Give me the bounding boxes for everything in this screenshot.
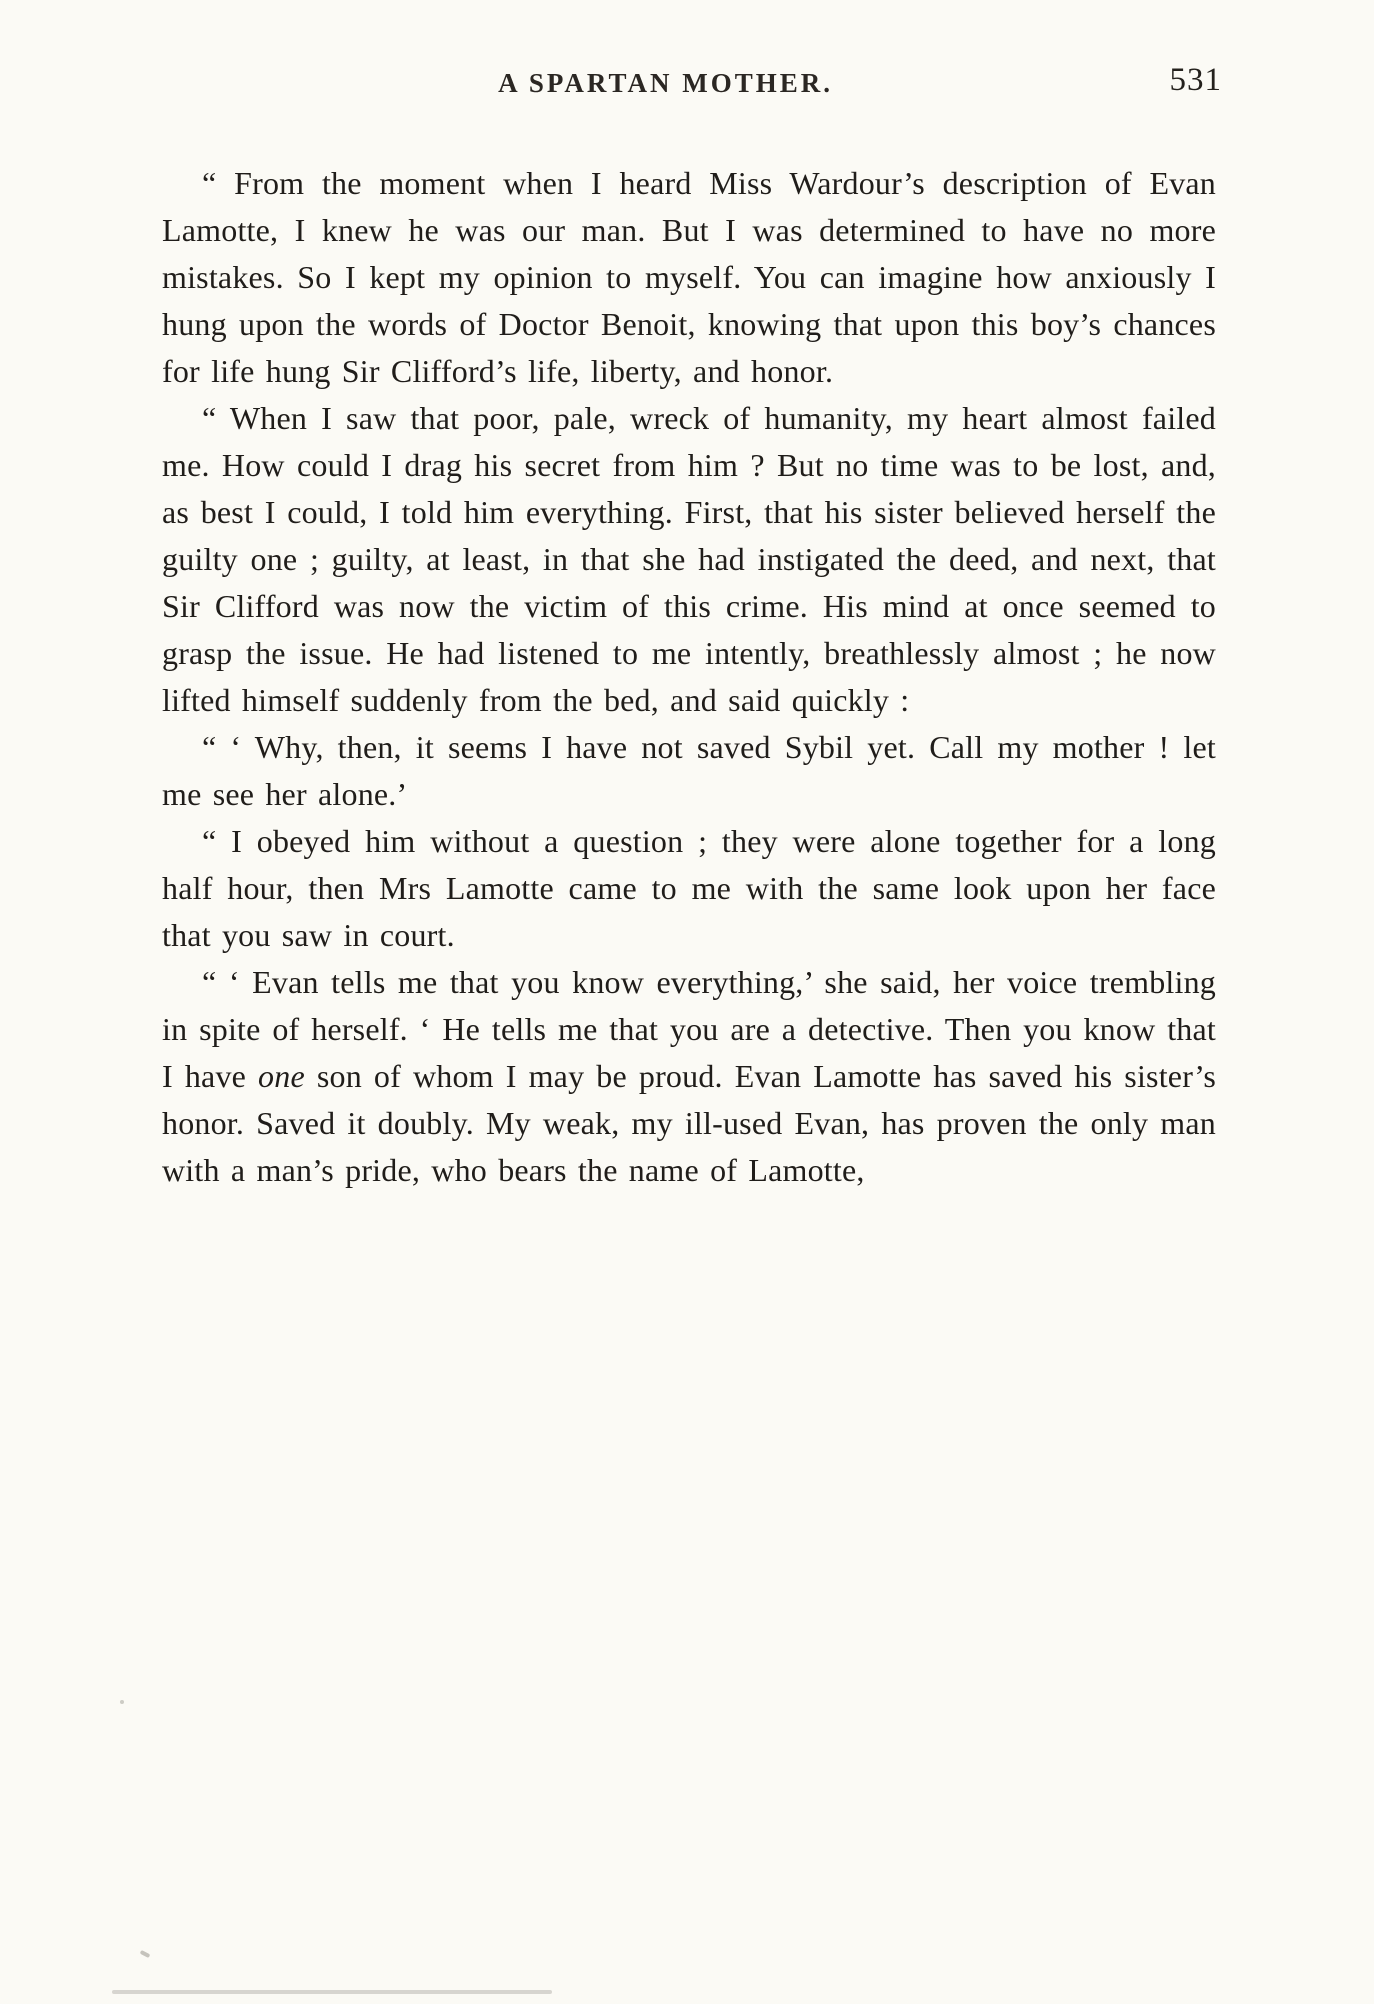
page-body (162, 160, 1216, 1194)
page-header (162, 62, 1222, 108)
scan-speck-artifact (120, 1700, 124, 1704)
text-run: son of whom I may be proud. Evan Lamotte has saved his sister’s honor. Saved it doubly. My weak, my ill-used Evan, has proven the only man with a man’s pride, who bears the name of Lamotte, (162, 1058, 1216, 1188)
text-run: one (258, 1058, 305, 1094)
running-title: A SPARTAN MOTHER. (498, 68, 833, 98)
paragraph (162, 724, 1216, 818)
text-run: “ ‘ Evan tells me that you know everything,’ she said, her voice trembling in spite of herself. ‘ He tells me that you are a detective. Then you know that I have (162, 964, 1216, 1094)
scan-edge-artifact (112, 1990, 552, 1994)
text-run: “ From the moment when I heard Miss Wardour’s description of Evan Lamotte, I knew he was our man. But I was determined to have no more mistakes. So I kept my opinion to myself. You can imagine how anxiously I hung upon the words of Doctor Benoit, knowing that upon this boy’s chances for life hung Sir Clifford’s life, liberty, and honor. (162, 165, 1216, 389)
page-number: 531 (1169, 62, 1222, 98)
text-run: “ When I saw that poor, pale, wreck of humanity, my heart almost failed me. How could I drag his secret from him ? But no time was to be lost, and, as best I could, I told him everything. First, that his sister believed herself the guilty one ; guilty, at least, in that she had instigated the deed, and next, that Sir Clifford was now the victim of this crime. His mind at once seemed to grasp the issue. He had listened to me intently, breathlessly almost ; he now lifted himself suddenly from the bed, and said quickly : (162, 400, 1216, 718)
text-run: “ ‘ Why, then, it seems I have not saved Sybil yet. Call my mother ! let me see her alone.’ (162, 729, 1216, 812)
paragraph (162, 160, 1216, 395)
paragraph (162, 959, 1216, 1194)
paragraph (162, 818, 1216, 959)
scan-speck-artifact (140, 1950, 151, 1958)
text-run: “ I obeyed him without a question ; they were alone together for a long half hour, then Mrs Lamotte came to me with the same look upon her face that you saw in court. (162, 823, 1216, 953)
paragraph (162, 395, 1216, 724)
